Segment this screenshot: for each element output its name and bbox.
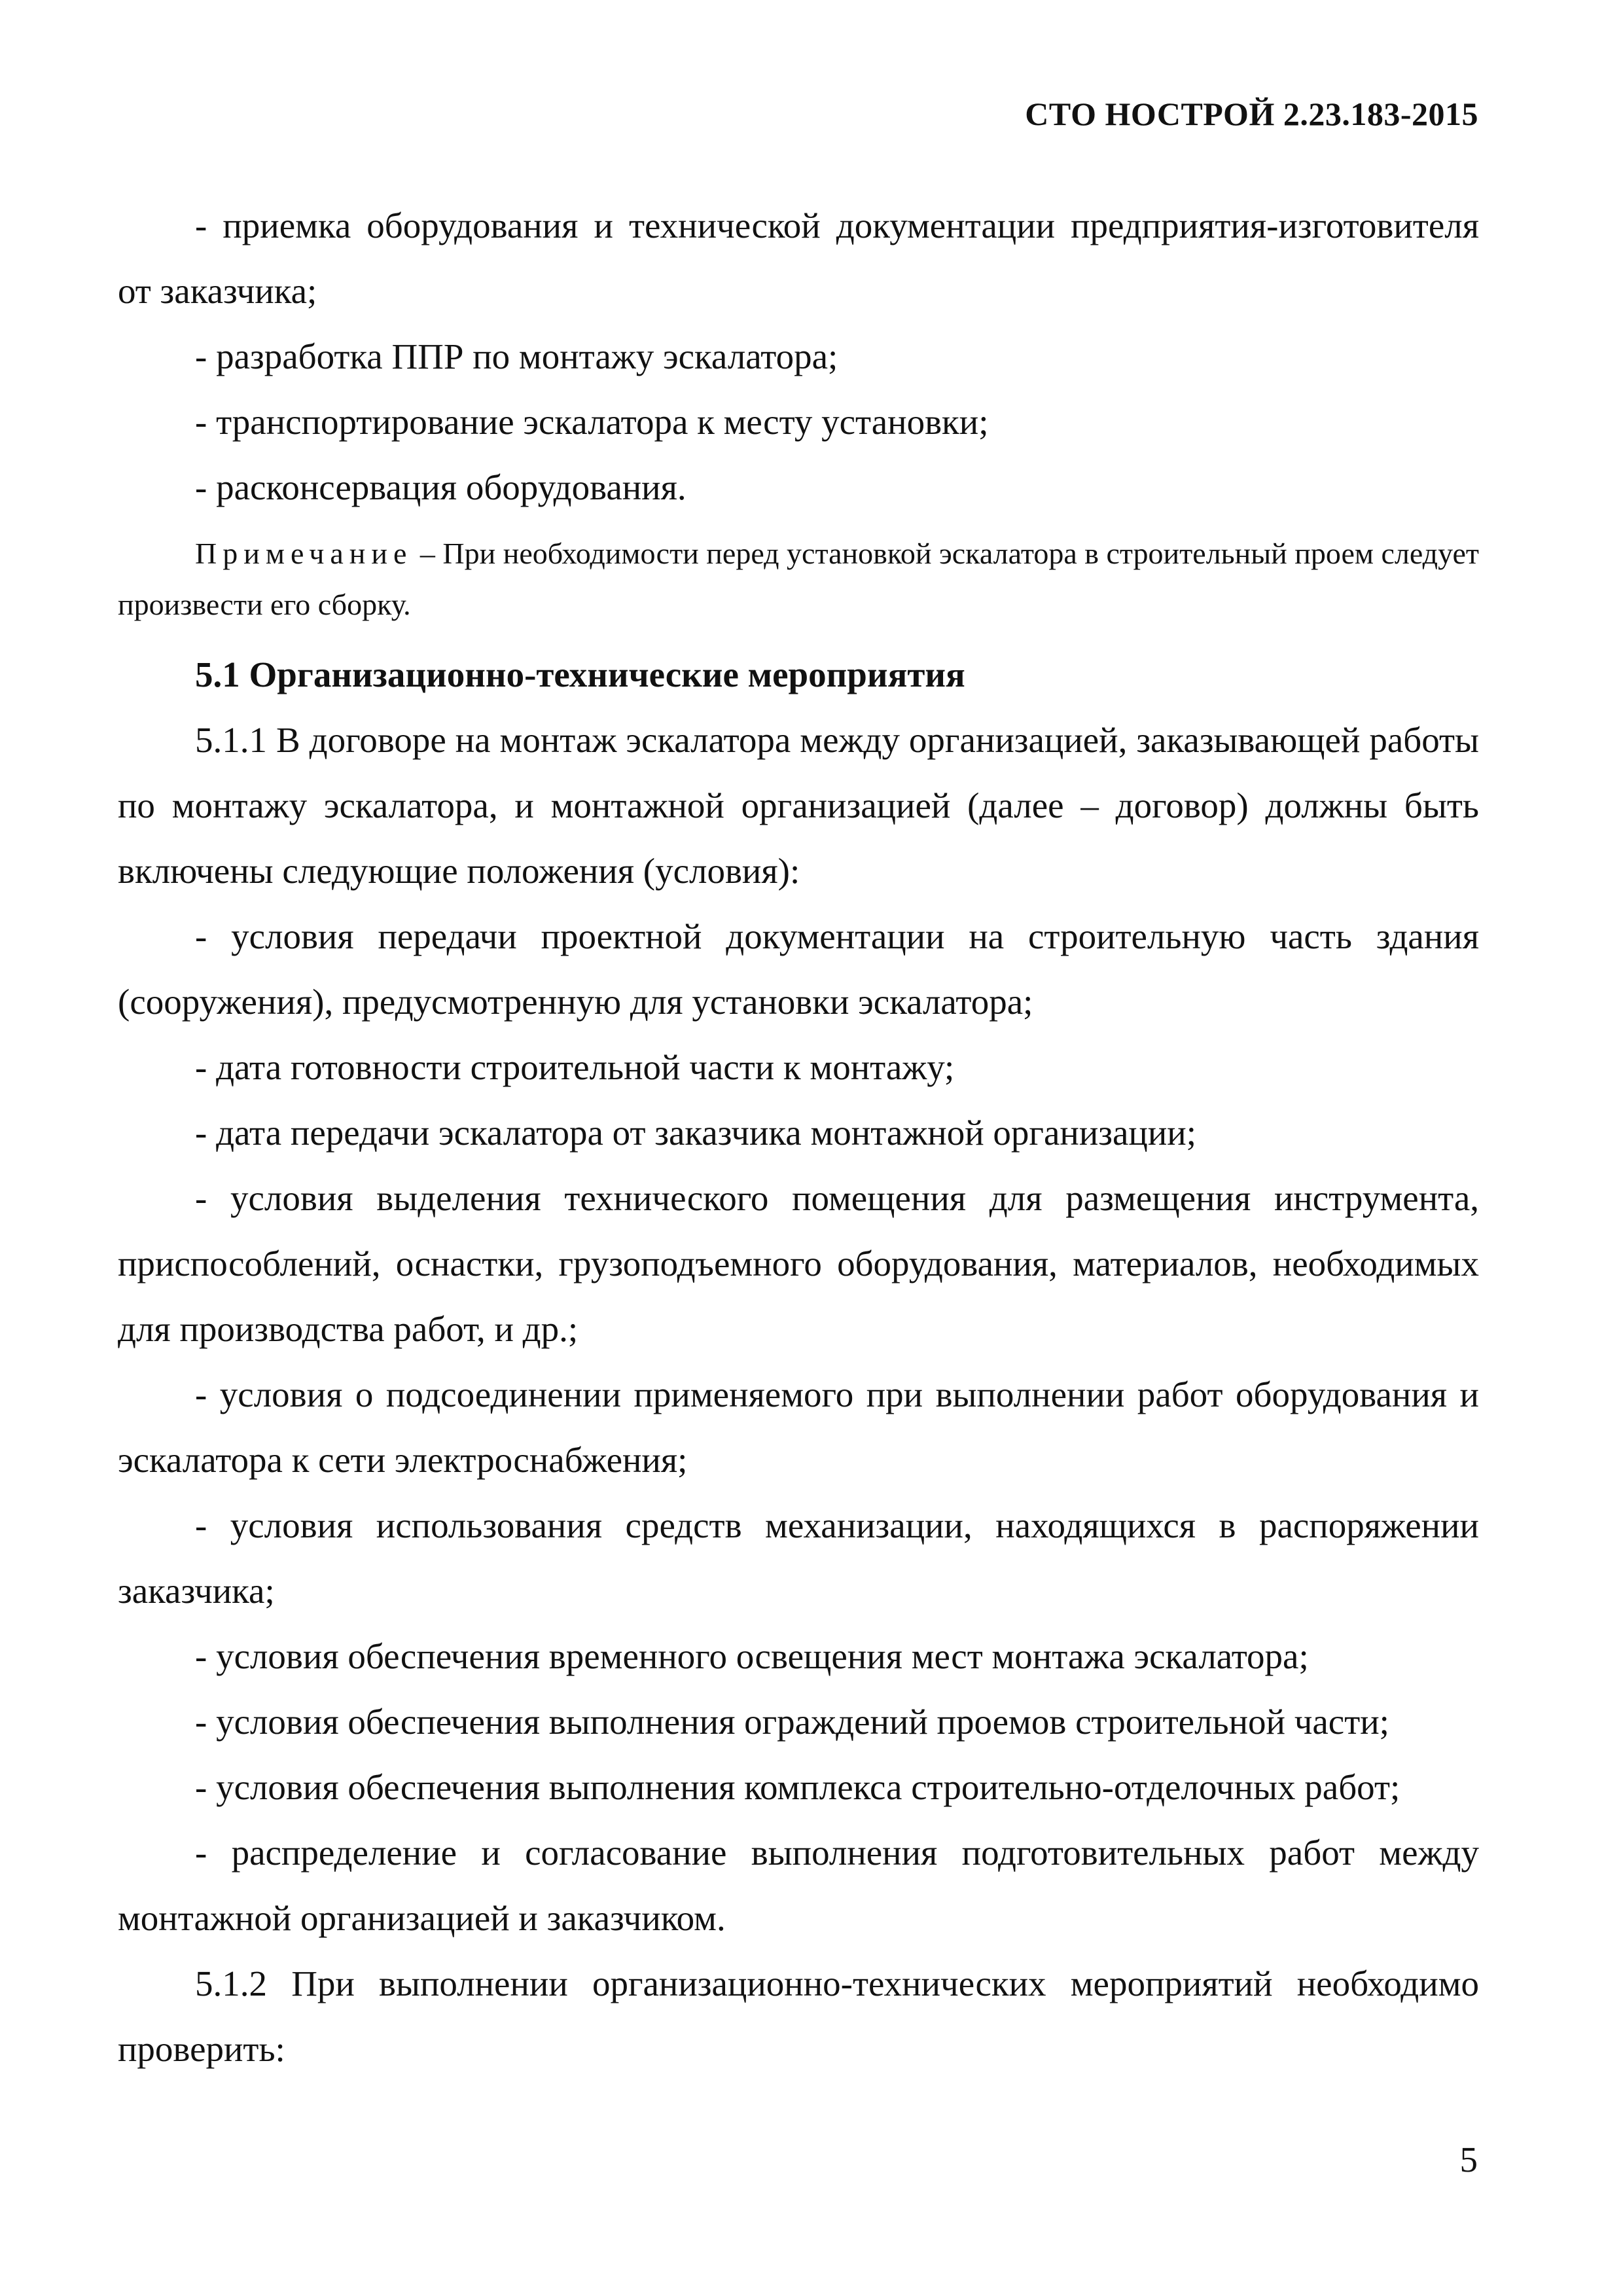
note-text: – При необходимости перед установкой эскалатора в строительный проем следует произвести его сборку. — [118, 537, 1479, 621]
paragraph-transport: - транспортирование эскалатора к месту установки; — [195, 402, 989, 442]
list-item: - распределение и согласование выполнения подготовительных работ между монтажной организацией и заказчиком. — [118, 1833, 1479, 1938]
paragraph-ppr: - разработка ППР по монтажу эскалатора; — [195, 336, 838, 376]
paragraph-acceptance: - приемка оборудования и технической документации предприятия-изготовителя от заказчика; — [118, 206, 1479, 311]
note — [118, 528, 1479, 630]
document-code-header: СТО НОСТРОЙ 2.23.183-2015 — [1025, 96, 1478, 132]
list-item: - условия использования средств механизации, находящихся в распоряжении заказчика; — [118, 1505, 1479, 1611]
note-label: Примечание — [195, 537, 413, 570]
list-item: - условия выделения технического помещения для размещения инструмента, приспособлений, оснастки, грузоподъемного оборудования, материалов, необходимых для производства работ, и др.; — [118, 1178, 1479, 1349]
list-item: - условия обеспечения выполнения ограждений проемов строительной части; — [195, 1702, 1389, 1742]
list-item: - условия передачи проектной документации на строительную часть здания (сооружения), предусмотренную для установки эскалатора; — [118, 916, 1479, 1022]
paragraph-5-1-1: 5.1.1 В договоре на монтаж эскалатора между организацией, заказывающей работы по монтажу эскалатора, и монтажной организацией (далее – договор) должны быть включены следующие положения (условия): — [118, 720, 1479, 891]
list-item: - дата готовности строительной части к монтажу; — [195, 1047, 955, 1087]
paragraph-5-1-2: 5.1.2 При выполнении организационно-технических мероприятий необходимо проверить: — [118, 1964, 1479, 2069]
list-item: - условия обеспечения выполнения комплекса строительно-отделочных работ; — [195, 1767, 1400, 1807]
list-item: - условия о подсоединении применяемого при выполнении работ оборудования и эскалатора к сети электроснабжения; — [118, 1374, 1479, 1480]
section-heading: 5.1 Организационно-технические мероприятия — [195, 655, 965, 694]
page-number: 5 — [1459, 2140, 1478, 2179]
paragraph-depreservation: - расконсервация оборудования. — [195, 467, 687, 507]
document-body — [118, 193, 1479, 2082]
list-item: - условия обеспечения временного освещения мест монтажа эскалатора; — [195, 1636, 1309, 1676]
list-item: - дата передачи эскалатора от заказчика монтажной организации; — [195, 1113, 1196, 1153]
